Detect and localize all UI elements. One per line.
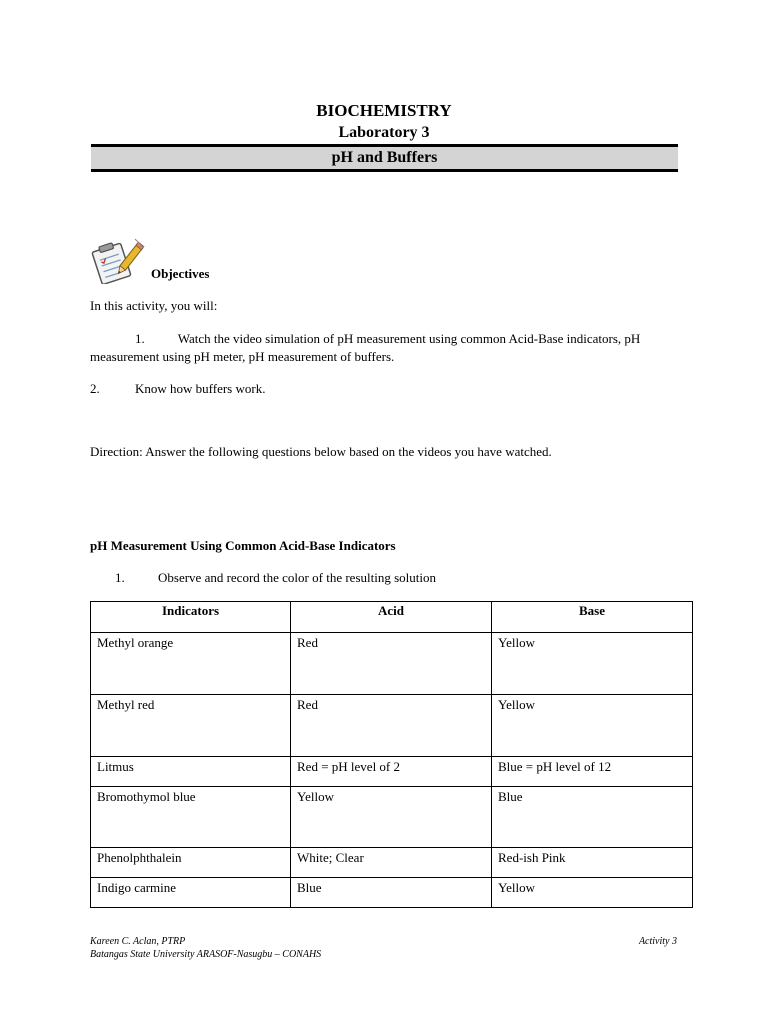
objective-item-1-number: 1. (135, 331, 145, 346)
table-cell: Indigo carmine (91, 878, 291, 908)
objective-item-2 (90, 380, 680, 398)
table-cell: Red (291, 695, 492, 757)
table-row (91, 695, 693, 757)
table-cell: Blue (291, 878, 492, 908)
objective-item-1-text: Watch the video simulation of pH measurement using common Acid-Base indicators, pH measurement using pH meter, pH measurement of buffers. (90, 331, 641, 364)
section-heading: pH Measurement Using Common Acid-Base Indicators (90, 538, 396, 553)
table-cell: Methyl orange (91, 633, 291, 695)
table-cell: Yellow (291, 787, 492, 848)
topic-banner (91, 144, 678, 172)
objective-item-1 (90, 330, 680, 366)
question-1-number: 1. (115, 570, 125, 585)
table-cell: Litmus (91, 757, 291, 787)
objectives-intro: In this activity, you will: (90, 298, 218, 313)
table-cell: Phenolphthalein (91, 848, 291, 878)
footer-institution: Batangas State University ARASOF-Nasugbu – CONAHS (90, 949, 322, 960)
table-row (91, 757, 693, 787)
footer-activity: Activity 3 (638, 936, 677, 947)
clipboard-pencil-icon (88, 236, 146, 284)
table-row (91, 787, 693, 848)
question-1-text: Observe and record the color of the resulting solution (158, 570, 436, 585)
table-row (91, 878, 693, 908)
objective-item-2-number: 2. (90, 381, 100, 396)
indicator-table (90, 601, 693, 908)
column-header-base: Base (492, 602, 693, 633)
objective-item-2-text: Know how buffers work. (135, 381, 266, 396)
column-header-acid: Acid (291, 602, 492, 633)
table-cell: Yellow (492, 878, 693, 908)
topic-banner-label: pH and Buffers (331, 149, 438, 166)
table-cell: Bromothymol blue (91, 787, 291, 848)
footer-left (90, 935, 321, 961)
table-header-row (91, 602, 693, 633)
direction-text: Direction: Answer the following questions below based on the videos you have watched. (90, 444, 552, 459)
table-row (91, 848, 693, 878)
lab-title: Laboratory 3 (338, 124, 430, 141)
table-cell: Yellow (492, 633, 693, 695)
table-cell: Red-ish Pink (492, 848, 693, 878)
objectives-heading: Objectives (151, 266, 210, 281)
course-title: BIOCHEMISTRY (316, 101, 452, 120)
table-row (91, 633, 693, 695)
table-cell: Blue = pH level of 12 (492, 757, 693, 787)
table-cell: Red = pH level of 2 (291, 757, 492, 787)
table-cell: Red (291, 633, 492, 695)
table-cell: Methyl red (91, 695, 291, 757)
column-header-indicators: Indicators (91, 602, 291, 633)
table-cell: Blue (492, 787, 693, 848)
question-1 (115, 569, 675, 587)
table-cell: White; Clear (291, 848, 492, 878)
table-cell: Yellow (492, 695, 693, 757)
footer-author: Kareen C. Aclan, PTRP (90, 936, 186, 947)
